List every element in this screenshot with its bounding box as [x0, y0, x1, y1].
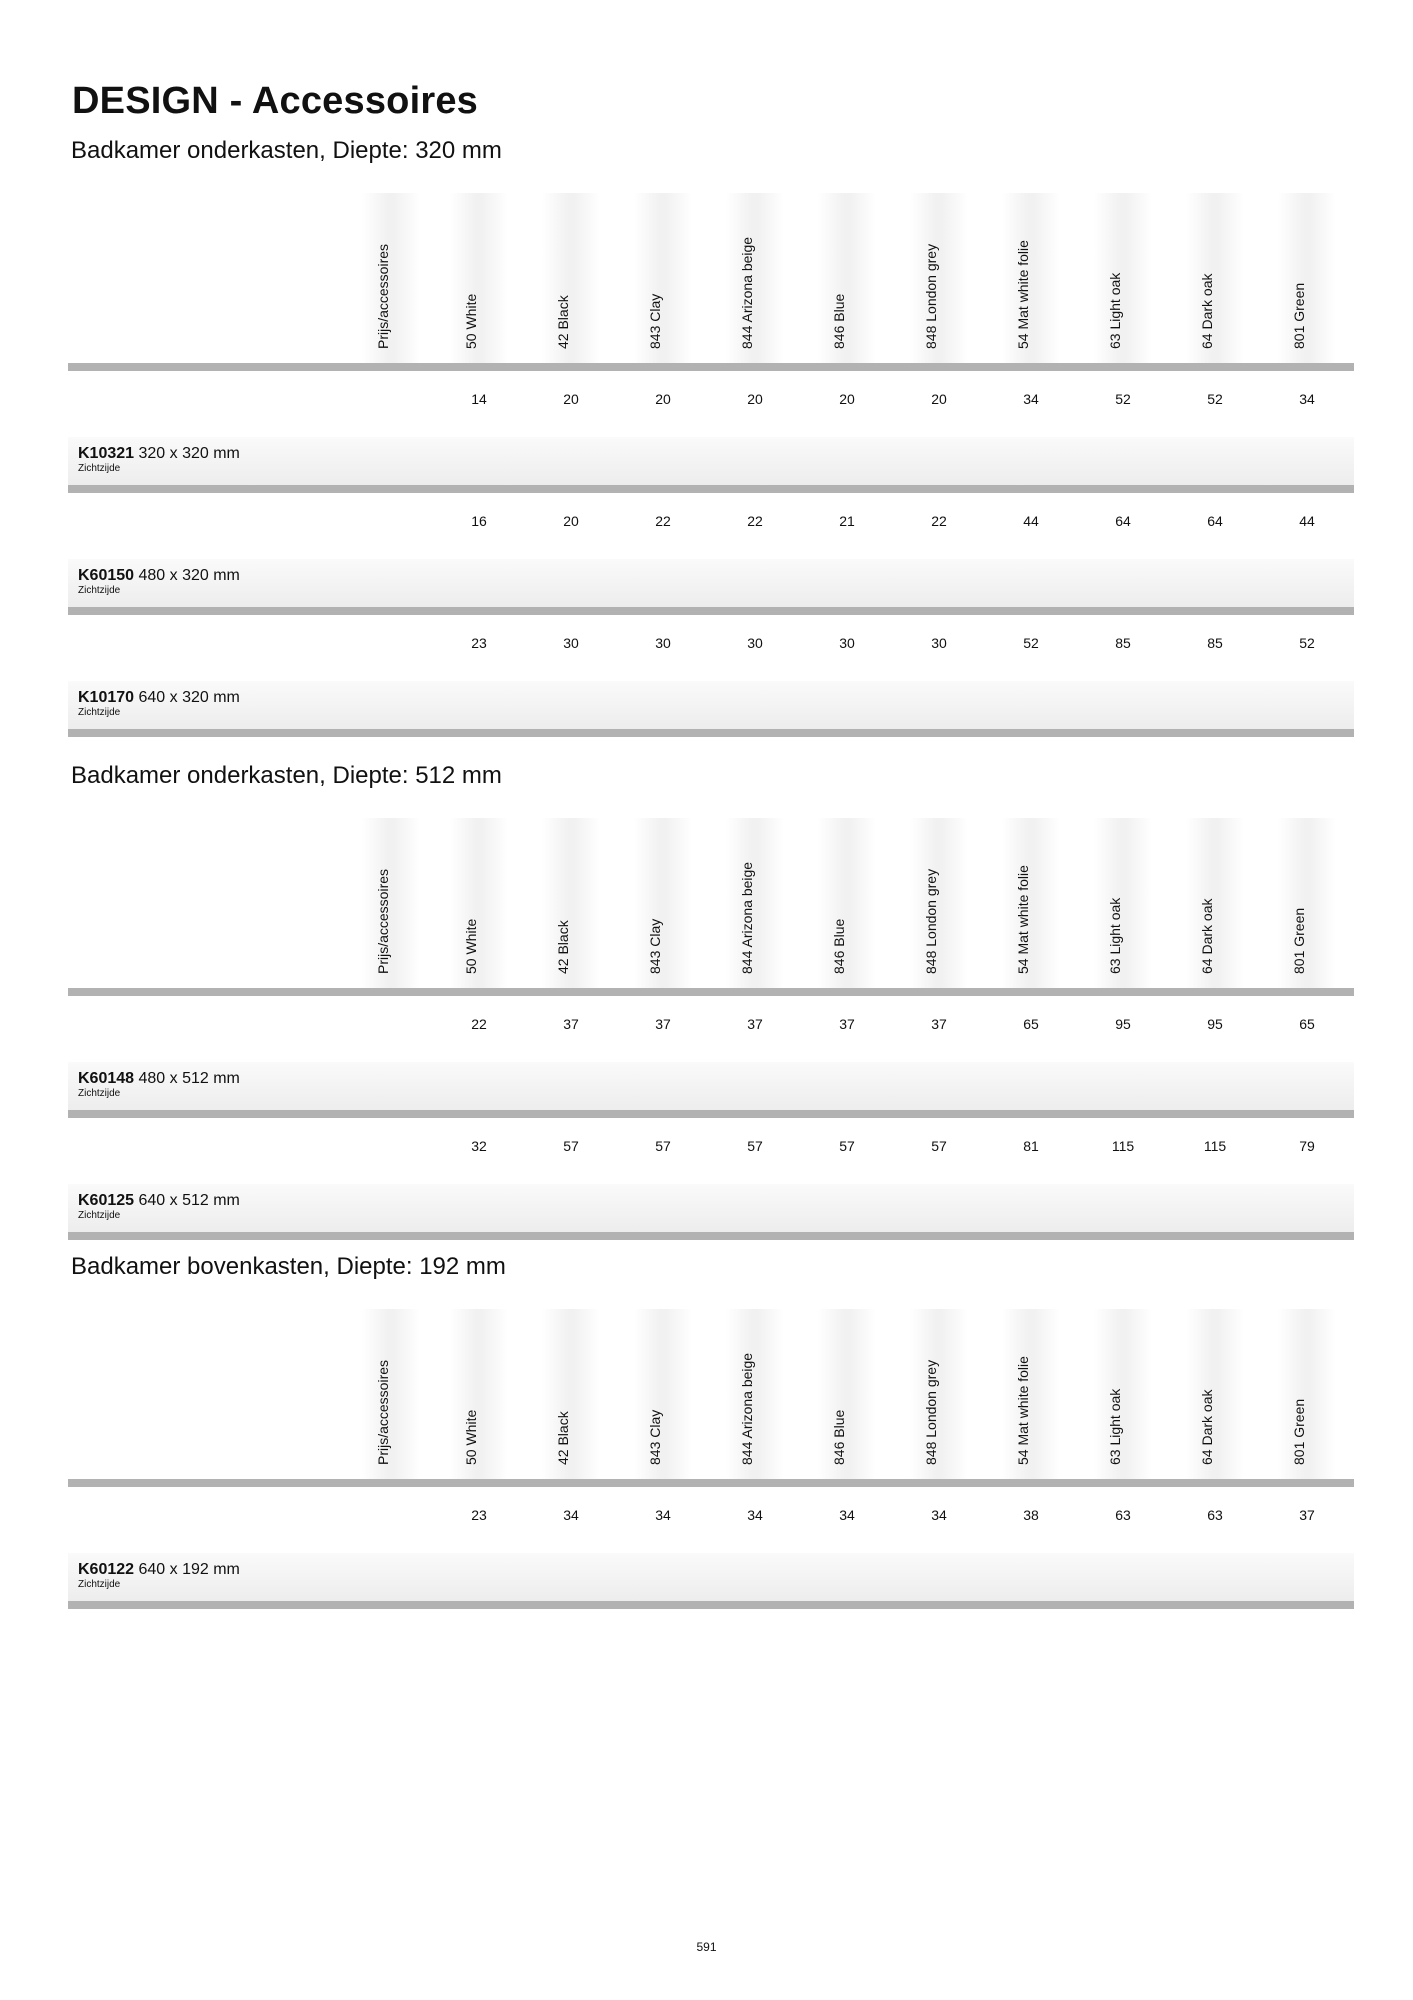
price-cell: 34: [1299, 391, 1315, 407]
product-code: K10170: [78, 689, 135, 706]
price-row: [68, 1487, 1354, 1553]
column-header-cell: [1002, 818, 1060, 988]
column-label: 64 Dark oak: [1199, 898, 1215, 974]
price-cell: 30: [931, 635, 947, 651]
price-row: [68, 1118, 1354, 1184]
product-row: [68, 1062, 1354, 1110]
price-cell: 52: [1023, 635, 1039, 651]
column-label: 50 White: [463, 918, 479, 974]
price-cell: 20: [747, 391, 763, 407]
column-label: 42 Black: [555, 920, 571, 974]
price-cell: 37: [931, 1016, 947, 1032]
column-header: [68, 193, 1354, 363]
price-cell: 63: [1115, 1507, 1131, 1523]
price-cell: 30: [655, 635, 671, 651]
column-header-cell: [818, 193, 876, 363]
column-label: 844 Arizona beige: [739, 1352, 755, 1465]
column-header-cell: [542, 193, 600, 363]
column-label: 63 Light oak: [1107, 897, 1123, 974]
section-title: Badkamer onderkasten, Diepte: 320 mm: [71, 137, 502, 164]
column-label: Prijs/accessoires: [375, 1359, 391, 1465]
column-header-cell: [1002, 1309, 1060, 1479]
column-label: 42 Black: [555, 295, 571, 349]
column-header-cell: [1186, 1309, 1244, 1479]
column-label: 801 Green: [1291, 907, 1307, 974]
column-label: 42 Black: [555, 1411, 571, 1465]
price-cell: 20: [563, 391, 579, 407]
column-header-cell: [1278, 193, 1336, 363]
price-row: [68, 371, 1354, 437]
product-code: K60150: [78, 567, 135, 584]
price-cell: 37: [563, 1016, 579, 1032]
product-subtitle: Zichtzijde: [78, 707, 121, 718]
price-cell: 37: [1299, 1507, 1315, 1523]
column-header-cell: [726, 193, 784, 363]
column-label: 846 Blue: [831, 1409, 847, 1465]
price-cell: 22: [747, 513, 763, 529]
product-code: K60125: [78, 1192, 135, 1209]
column-header-cell: [726, 818, 784, 988]
product-size: 480 x 320 mm: [138, 567, 240, 584]
column-header-cell: [1002, 193, 1060, 363]
price-cell: 14: [471, 391, 487, 407]
column-header-cell: [1278, 1309, 1336, 1479]
price-cell: 30: [747, 635, 763, 651]
product-row: [68, 1184, 1354, 1232]
column-label: 848 London grey: [923, 1359, 939, 1465]
product-subtitle: Zichtzijde: [78, 585, 121, 596]
column-label: 50 White: [463, 1409, 479, 1465]
column-header-cell: [634, 1309, 692, 1479]
price-cell: 34: [655, 1507, 671, 1523]
price-cell: 22: [931, 513, 947, 529]
price-cell: 57: [747, 1138, 763, 1154]
column-label: 801 Green: [1291, 1398, 1307, 1465]
price-cell: 37: [655, 1016, 671, 1032]
column-label: 64 Dark oak: [1199, 273, 1215, 349]
product-subtitle: Zichtzijde: [78, 1088, 121, 1099]
product-size: 320 x 320 mm: [138, 445, 240, 462]
column-header-cell: [1094, 1309, 1152, 1479]
price-cell: 52: [1207, 391, 1223, 407]
column-header: [68, 1309, 1354, 1479]
product-row: [68, 559, 1354, 607]
column-label: 64 Dark oak: [1199, 1389, 1215, 1465]
column-label: 843 Clay: [647, 293, 663, 349]
price-cell: 44: [1299, 513, 1315, 529]
product-size: 480 x 512 mm: [138, 1070, 240, 1087]
column-header-cell: [362, 818, 420, 988]
price-cell: 22: [471, 1016, 487, 1032]
price-cell: 81: [1023, 1138, 1039, 1154]
column-label: 844 Arizona beige: [739, 861, 755, 974]
column-label: Prijs/accessoires: [375, 868, 391, 974]
product-row: [68, 437, 1354, 485]
column-header-cell: [818, 818, 876, 988]
row-divider: [68, 607, 1354, 615]
price-cell: 65: [1299, 1016, 1315, 1032]
price-cell: 34: [839, 1507, 855, 1523]
price-table: [68, 756, 1354, 1240]
column-header: [68, 818, 1354, 988]
product-size: 640 x 512 mm: [138, 1192, 240, 1209]
column-label: 63 Light oak: [1107, 1388, 1123, 1465]
column-label: 50 White: [463, 293, 479, 349]
price-cell: 52: [1115, 391, 1131, 407]
column-label: 843 Clay: [647, 918, 663, 974]
price-table: [68, 131, 1354, 737]
column-header-cell: [542, 818, 600, 988]
price-cell: 34: [1023, 391, 1039, 407]
product-subtitle: Zichtzijde: [78, 463, 121, 474]
price-cell: 34: [931, 1507, 947, 1523]
column-label: 63 Light oak: [1107, 272, 1123, 349]
row-divider: [68, 1232, 1354, 1240]
price-cell: 57: [655, 1138, 671, 1154]
row-divider: [68, 1601, 1354, 1609]
column-label: 843 Clay: [647, 1409, 663, 1465]
column-label: 801 Green: [1291, 282, 1307, 349]
price-cell: 37: [839, 1016, 855, 1032]
price-cell: 52: [1299, 635, 1315, 651]
column-header-cell: [910, 1309, 968, 1479]
price-cell: 34: [563, 1507, 579, 1523]
column-header-cell: [1186, 193, 1244, 363]
price-cell: 57: [563, 1138, 579, 1154]
price-cell: 79: [1299, 1138, 1315, 1154]
price-cell: 95: [1207, 1016, 1223, 1032]
row-divider: [68, 485, 1354, 493]
header-divider: [68, 363, 1354, 371]
price-row: [68, 996, 1354, 1062]
column-header-cell: [910, 818, 968, 988]
product-code: K60122: [78, 1561, 135, 1578]
price-cell: 57: [839, 1138, 855, 1154]
column-header-cell: [450, 818, 508, 988]
price-cell: 65: [1023, 1016, 1039, 1032]
price-cell: 20: [563, 513, 579, 529]
column-header-cell: [1094, 193, 1152, 363]
price-row: [68, 493, 1354, 559]
price-cell: 30: [563, 635, 579, 651]
column-label: 54 Mat white folie: [1015, 240, 1031, 349]
price-row: [68, 615, 1354, 681]
column-header-cell: [910, 193, 968, 363]
product-code: K10321: [78, 445, 135, 462]
section-title: Badkamer onderkasten, Diepte: 512 mm: [71, 762, 502, 789]
column-label: 848 London grey: [923, 868, 939, 974]
column-header-cell: [818, 1309, 876, 1479]
price-cell: 20: [931, 391, 947, 407]
price-cell: 64: [1115, 513, 1131, 529]
price-cell: 38: [1023, 1507, 1039, 1523]
column-header-cell: [450, 193, 508, 363]
price-cell: 21: [839, 513, 855, 529]
price-cell: 64: [1207, 513, 1223, 529]
column-label: 54 Mat white folie: [1015, 865, 1031, 974]
column-label: 54 Mat white folie: [1015, 1356, 1031, 1465]
column-header-cell: [1186, 818, 1244, 988]
column-label: 846 Blue: [831, 918, 847, 974]
column-header-cell: [450, 1309, 508, 1479]
column-header-cell: [1094, 818, 1152, 988]
price-cell: 115: [1203, 1138, 1227, 1154]
column-header-cell: [634, 818, 692, 988]
price-cell: 85: [1207, 635, 1223, 651]
page-title: DESIGN - Accessoires: [72, 80, 478, 122]
product-size: 640 x 192 mm: [138, 1561, 240, 1578]
column-header-cell: [362, 1309, 420, 1479]
price-cell: 85: [1115, 635, 1131, 651]
header-divider: [68, 1479, 1354, 1487]
price-cell: 32: [471, 1138, 487, 1154]
product-row: [68, 1553, 1354, 1601]
price-cell: 23: [471, 635, 487, 651]
price-cell: 23: [471, 1507, 487, 1523]
column-header-cell: [542, 1309, 600, 1479]
column-label: Prijs/accessoires: [375, 243, 391, 349]
product-row: [68, 681, 1354, 729]
price-table: [68, 1247, 1354, 1609]
price-cell: 44: [1023, 513, 1039, 529]
price-cell: 115: [1111, 1138, 1135, 1154]
column-header-cell: [1278, 818, 1336, 988]
price-cell: 22: [655, 513, 671, 529]
price-cell: 20: [839, 391, 855, 407]
section-title: Badkamer bovenkasten, Diepte: 192 mm: [71, 1253, 506, 1280]
row-divider: [68, 1110, 1354, 1118]
product-code: K60148: [78, 1070, 135, 1087]
header-divider: [68, 988, 1354, 996]
price-cell: 37: [747, 1016, 763, 1032]
row-divider: [68, 729, 1354, 737]
price-cell: 16: [471, 513, 487, 529]
price-cell: 30: [839, 635, 855, 651]
product-subtitle: Zichtzijde: [78, 1579, 121, 1590]
column-header-cell: [726, 1309, 784, 1479]
product-size: 640 x 320 mm: [138, 689, 240, 706]
price-cell: 57: [931, 1138, 947, 1154]
price-cell: 20: [655, 391, 671, 407]
price-cell: 63: [1207, 1507, 1223, 1523]
column-header-cell: [362, 193, 420, 363]
price-cell: 34: [747, 1507, 763, 1523]
product-subtitle: Zichtzijde: [78, 1210, 121, 1221]
column-label: 848 London grey: [923, 243, 939, 349]
page-number: 591: [696, 1940, 717, 1954]
column-label: 846 Blue: [831, 293, 847, 349]
column-header-cell: [634, 193, 692, 363]
price-cell: 95: [1115, 1016, 1131, 1032]
column-label: 844 Arizona beige: [739, 236, 755, 349]
